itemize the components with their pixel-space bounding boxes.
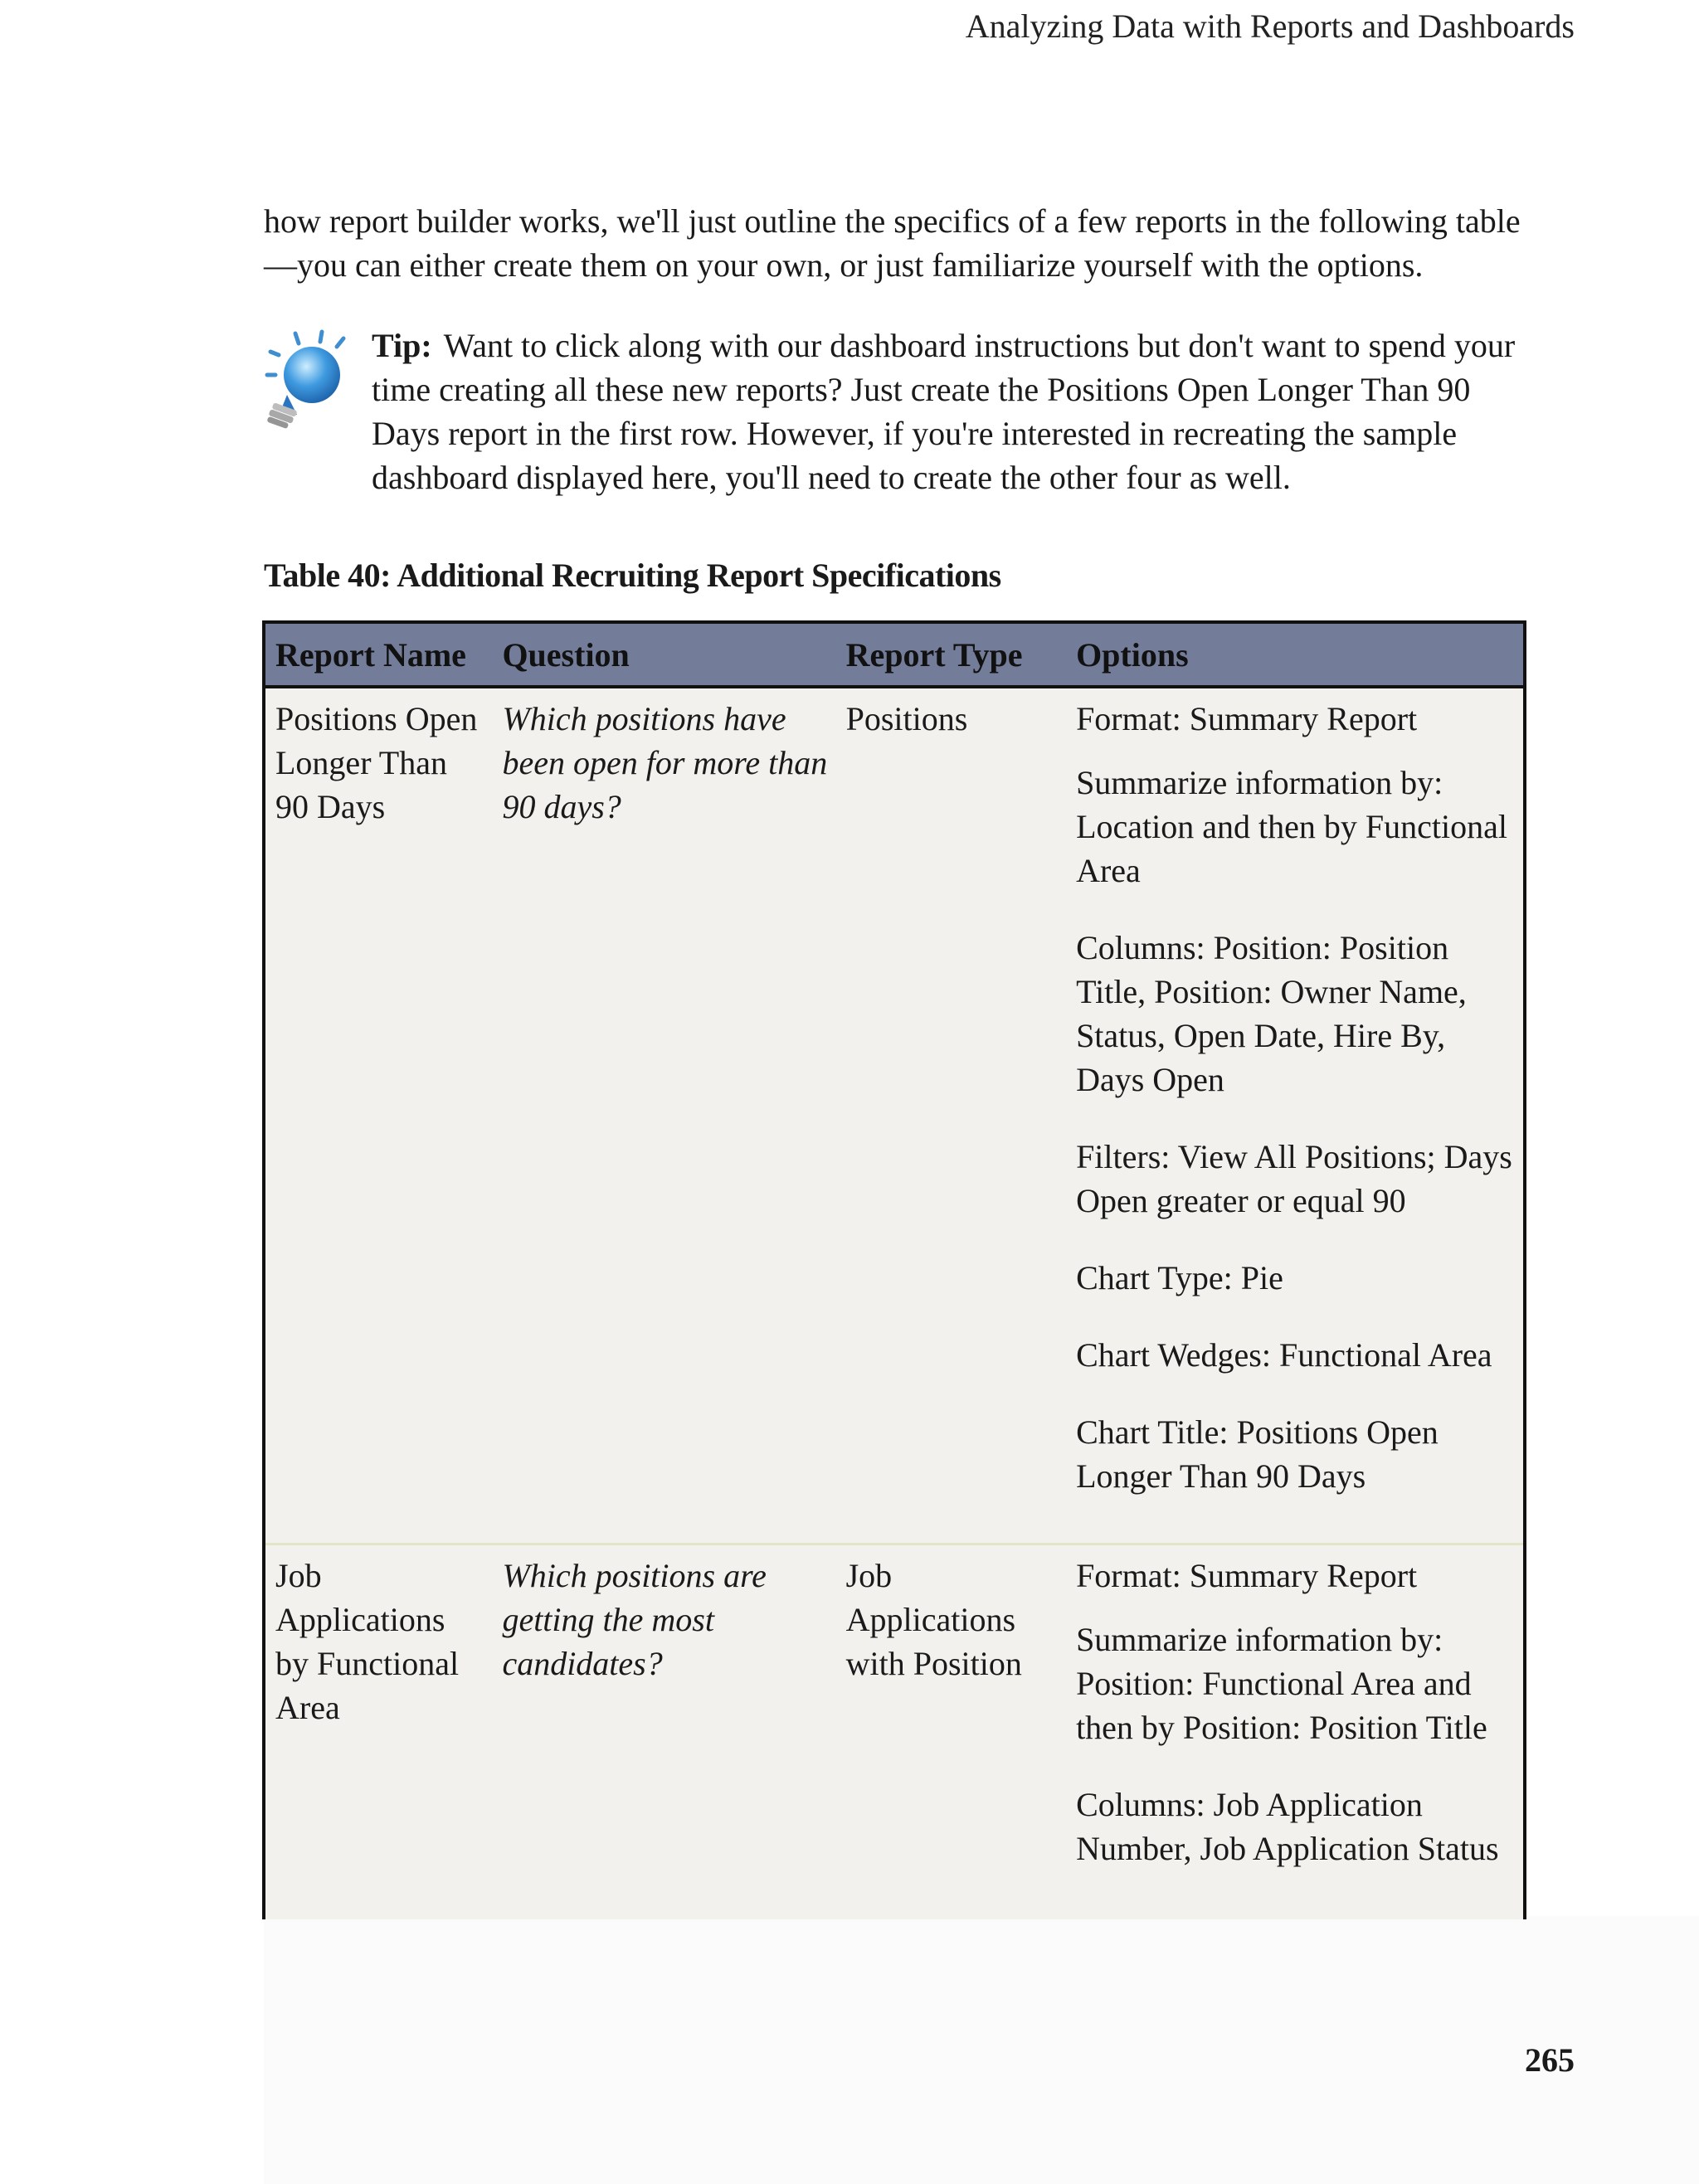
options-cell <box>1066 687 1523 1544</box>
tip-label: Tip: <box>372 327 432 364</box>
tip-text: Want to click along with our dashboard instructions but don't want to spend your time creating all these new reports? Just create the Positions Open Longer Than 90 Days report in the first row. However, if you're interested in recreating the sample dashboard displayed here, you'll need to create the other four as well. <box>372 327 1516 496</box>
options-cell <box>1066 1544 1523 1904</box>
table-row <box>265 687 1523 1544</box>
report-name-cell: Job Applications by Functional Area <box>275 1557 460 1726</box>
option-line: Columns: Job Application Number, Job Application Status <box>1076 1786 1499 1867</box>
option-line: Summarize information by: Position: Functional Area and then by Position: Position Title <box>1076 1621 1487 1746</box>
option-line: Chart Type: Pie <box>1076 1259 1283 1296</box>
option-line: Columns: Position: Position Title, Position: Owner Name, Status, Open Date, Hire By, Days Open <box>1076 929 1467 1098</box>
intro-paragraph: how report builder works, we'll just outline the specifics of a few reports in the following table—you can either create them on your own, or just familiarize yourself with the options. <box>264 202 1521 284</box>
spec-table <box>265 624 1523 1904</box>
report-name-cell: Positions Open Longer Than 90 Days <box>265 687 492 1544</box>
tip-box <box>372 323 1533 499</box>
option-line: Chart Title: Positions Open Longer Than 90 Days <box>1076 1413 1439 1495</box>
report-type-cell: Positions <box>836 687 1066 1544</box>
spec-table-container <box>262 620 1526 1919</box>
table-header-row <box>265 624 1523 687</box>
column-header: Options <box>1066 624 1523 687</box>
option-line: Summarize information by: Location and then by Functional Area <box>1076 764 1507 889</box>
table-row <box>265 1544 1523 1904</box>
option-line: Format: Summary Report <box>1076 1557 1418 1594</box>
table-caption: Table 40: Additional Recruiting Report Specifications <box>264 557 1001 594</box>
page-number: 265 <box>1525 2041 1575 2079</box>
option-line: Chart Wedges: Functional Area <box>1076 1336 1492 1374</box>
bottom-margin-band <box>264 1916 1699 2184</box>
question-cell: Which positions are getting the most candidates? <box>502 1557 767 1682</box>
option-line: Format: Summary Report <box>1076 700 1418 737</box>
option-line: Filters: View All Positions; Days Open greater or equal 90 <box>1076 1138 1512 1219</box>
lightbulb-icon <box>264 328 350 435</box>
running-head: Analyzing Data with Reports and Dashboards <box>965 7 1575 45</box>
column-header: Report Type <box>836 624 1066 687</box>
question-cell: Which positions have been open for more than 90 days? <box>492 687 835 1544</box>
left-margin-band <box>0 0 264 2184</box>
column-header: Report Name <box>265 624 492 687</box>
report-type-cell: Job Applications with Position <box>845 1557 1022 1682</box>
column-header: Question <box>492 624 835 687</box>
